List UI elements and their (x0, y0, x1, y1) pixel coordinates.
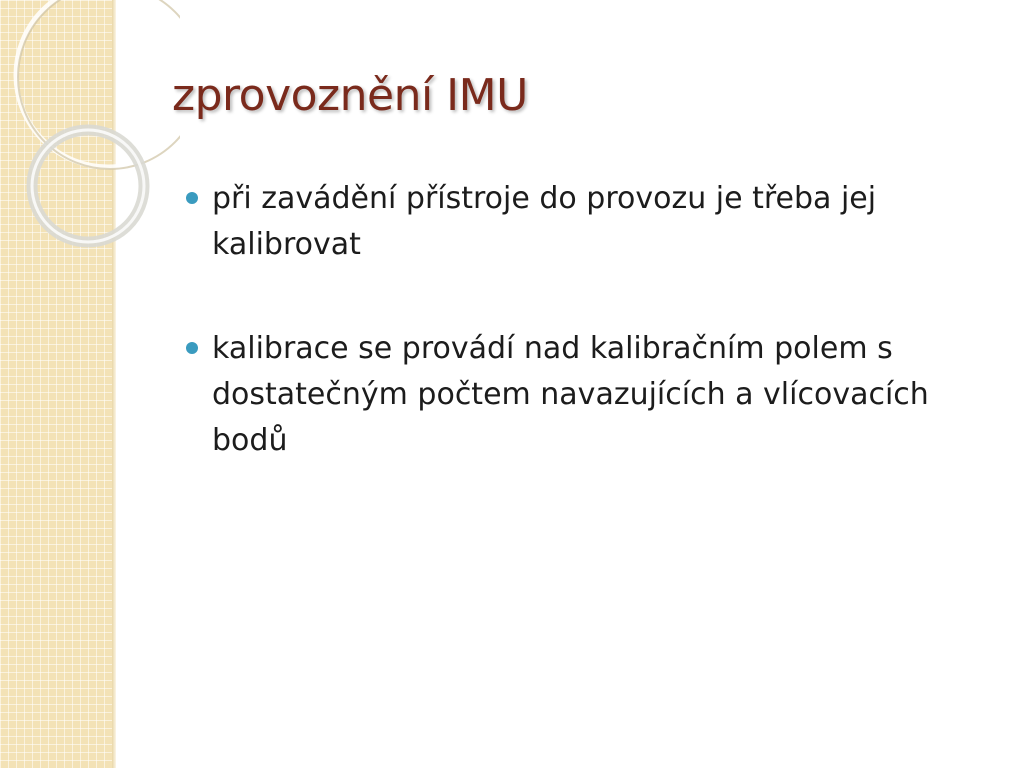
decorative-circle-small-highlight (32, 130, 144, 242)
bullet-dot-icon (186, 342, 198, 354)
bullet-item (186, 326, 996, 464)
bullet-text: kalibrace se provádí nad kalibračním polem s dostatečným počtem navazujících a vlícovacích bodů (212, 331, 929, 458)
bullet-list (186, 176, 996, 522)
bullet-dot-icon (186, 192, 198, 204)
slide-title: zprovoznění IMU (172, 70, 528, 121)
decorative-circle-large-shadow (18, 0, 180, 169)
bullet-item (186, 176, 996, 268)
decorative-circle-large (16, 0, 180, 167)
bullet-text: při zavádění přístroje do provozu je třeba jej kalibrovat (212, 181, 877, 262)
decorative-circles-graphic (0, 0, 180, 260)
